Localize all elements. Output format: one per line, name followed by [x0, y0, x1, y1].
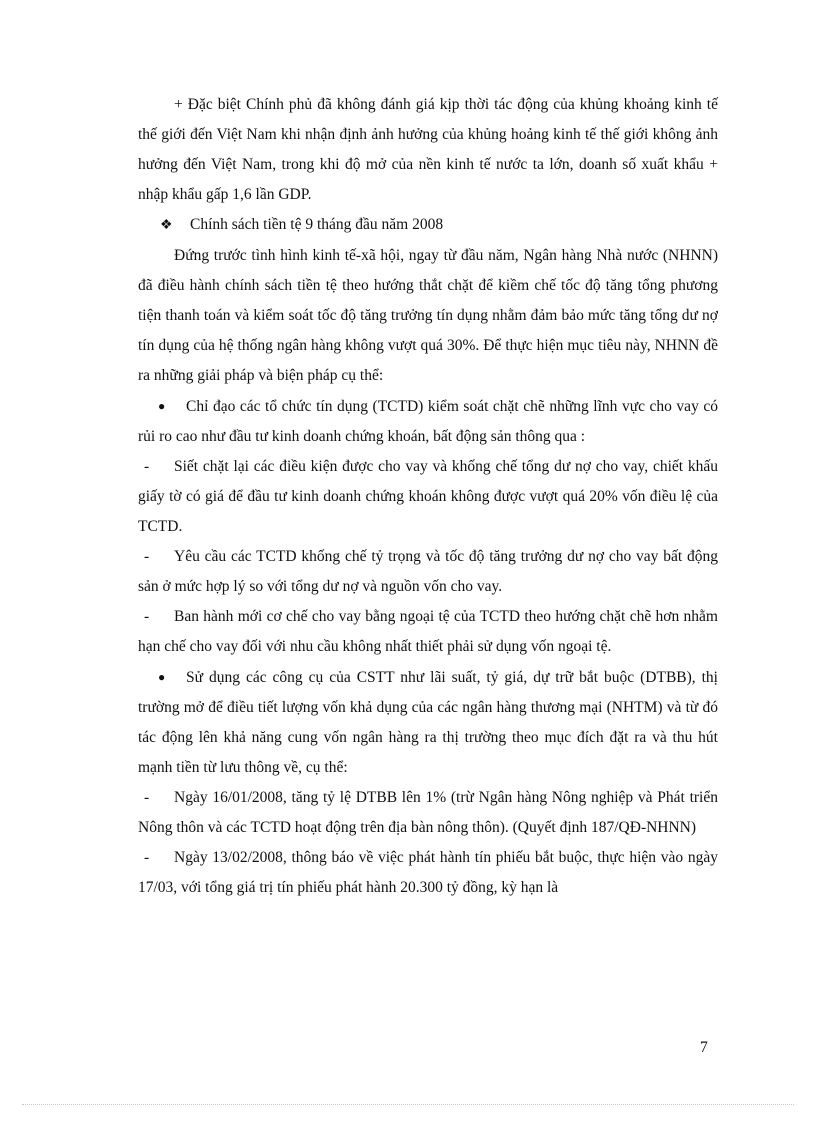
dash-item-treasury-bills — [138, 843, 718, 903]
dash-item-real-estate — [138, 542, 718, 602]
dash-marker: - — [144, 548, 150, 565]
dash-marker: - — [144, 849, 150, 866]
bullet-item-credit-control — [138, 391, 718, 452]
paragraph-government-assessment: + Đặc biệt Chính phủ đã không đánh giá kịp thời tác động của khủng khoảng kinh tế thế giới đến Việt Nam khi nhận định ảnh hưởng của khủng hoảng kinh tế thế giới không ảnh hưởng đến Việt Nam, trong khi độ mở của nền kinh tế nước ta lớn, doanh số xuất khẩu + nhập khẩu gấp 1,6 lần GDP. — [138, 96, 718, 203]
dash-item-text: Ngày 13/02/2008, thông báo về việc phát hành tín phiếu bắt buộc, thực hiện vào ngày 17/03, với tổng giá trị tín phiếu phát hành 20.300 tỷ đồng, kỳ hạn là — [138, 849, 718, 896]
dash-marker: - — [144, 789, 150, 806]
round-bullet-icon: ● — [158, 670, 166, 684]
diamond-bullet-icon: ❖ — [160, 218, 173, 233]
section-heading-text: Chính sách tiền tệ 9 tháng đầu năm 2008 — [190, 216, 444, 233]
round-bullet-icon: ● — [158, 399, 166, 413]
body-text — [138, 90, 718, 903]
paragraph-monetary-policy: Đứng trước tình hình kinh tế-xã hội, ngay từ đầu năm, Ngân hàng Nhà nước (NHNN) đã điều hành chính sách tiền tệ theo hướng thắt chặt để kiềm chế tốc độ tăng tổng phương tiện thanh toán và kiểm soát tốc độ tăng trưởng tín dụng nhằm đảm bảo mức tăng tổng dư nợ tín dụng của hệ thống ngân hàng không vượt quá 30%. Để thực hiện mục tiêu này, NHNN đề ra những giải pháp và biện pháp cụ thể: — [138, 247, 718, 384]
dash-item-reserve-ratio — [138, 783, 718, 843]
bullet-item-policy-tools — [138, 662, 718, 783]
bullet-item-text: Chỉ đạo các tổ chức tín dụng (TCTD) kiểm soát chặt chẽ những lĩnh vực cho vay có rủi ro cao như đầu tư kinh doanh chứng khoán, bất động sản thông qua : — [138, 398, 718, 445]
page-bottom-border — [22, 1104, 794, 1105]
page-number: 7 — [700, 1039, 708, 1056]
dash-marker: - — [144, 458, 150, 475]
dash-item-foreign-currency — [138, 602, 718, 662]
dash-item-lending-conditions — [138, 452, 718, 542]
dash-item-text: Ngày 16/01/2008, tăng tỷ lệ DTBB lên 1% (trừ Ngân hàng Nông nghiệp và Phát triển Nông thôn và các TCTD hoạt động trên địa bàn nông thôn). (Quyết định 187/QĐ-NHNN) — [138, 789, 718, 836]
dash-item-text: Siết chặt lại các điều kiện được cho vay và khống chế tổng dư nợ cho vay, chiết khấu giấy tờ có giá để đầu tư kinh doanh chứng khoán không được vượt quá 20% vốn điều lệ của TCTD. — [138, 458, 718, 535]
bullet-item-text: Sử dụng các công cụ của CSTT như lãi suất, tỷ giá, dự trữ bắt buộc (DTBB), thị trường mở để điều tiết lượng vốn khả dụng của các ngân hàng thương mại (NHTM) và từ đó tác động lên khả năng cung vốn ngân hàng ra thị trường theo mục đích đặt ra và thu hút mạnh tiền từ lưu thông về, cụ thể: — [138, 669, 718, 776]
dash-item-text: Yêu cầu các TCTD khống chế tỷ trọng và tốc độ tăng trưởng dư nợ cho vay bất động sản ở mức hợp lý so với tổng dư nợ và nguồn vốn cho vay. — [138, 548, 718, 595]
section-heading — [138, 210, 718, 241]
dash-marker: - — [144, 608, 150, 625]
dash-item-text: Ban hành mới cơ chế cho vay bằng ngoại tệ của TCTD theo hướng chặt chẽ hơn nhằm hạn chế cho vay đối với nhu cầu không nhất thiết phải sử dụng vốn ngoại tệ. — [138, 608, 718, 655]
